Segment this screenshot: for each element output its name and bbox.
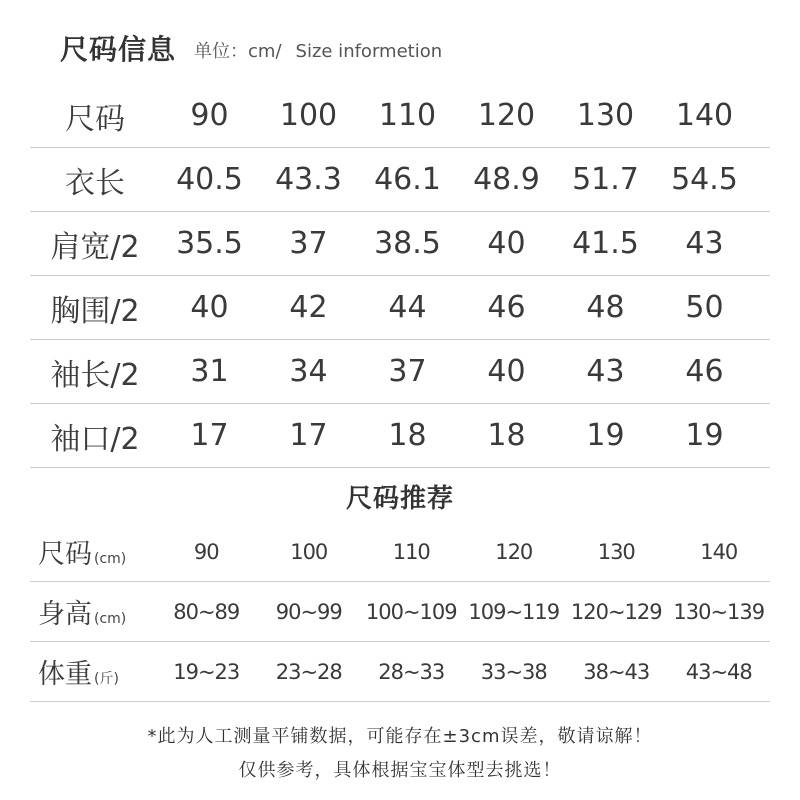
table-row — [30, 522, 770, 582]
table-header-row — [30, 84, 770, 148]
table-cell: 17 — [190, 418, 229, 453]
table-row — [30, 148, 770, 212]
row-label: 尺码 — [65, 101, 125, 137]
row-label-text: 身高 — [38, 599, 92, 630]
table-cell: 37 — [388, 354, 427, 389]
unit-label: (cm) — [94, 551, 127, 567]
table-cell: 38~43 — [583, 659, 650, 684]
table-cell: 31 — [190, 354, 229, 389]
table-cell: 40 — [487, 354, 526, 389]
table-cell: 42 — [289, 290, 328, 325]
row-label: 衣长 — [65, 165, 125, 201]
row-label: 肩宽/2 — [50, 229, 140, 265]
table-cell: 41.5 — [572, 226, 639, 261]
recommendation-table — [30, 522, 770, 702]
reference-note: 仅供参考，具体根据宝宝体型去挑选！ — [238, 760, 562, 781]
table-cell: 38.5 — [374, 226, 441, 261]
table-cell: 100 — [290, 539, 328, 564]
unit-label: 单位：cm/ — [194, 41, 282, 62]
table-cell: 130 — [597, 539, 635, 564]
header-cell: 140 — [675, 98, 734, 133]
row-label-text: 体重 — [38, 659, 92, 690]
header-cell: 110 — [378, 98, 437, 133]
row-label — [30, 592, 155, 631]
table-cell: 46 — [685, 354, 724, 389]
table-cell: 17 — [289, 418, 328, 453]
header-cell: 130 — [576, 98, 635, 133]
row-label: 袖长/2 — [50, 357, 140, 393]
table-cell: 40.5 — [176, 162, 243, 197]
table-cell: 50 — [685, 290, 724, 325]
table-cell: 40 — [487, 226, 526, 261]
table-row — [30, 276, 770, 340]
row-label: 袖口/2 — [50, 421, 140, 457]
header-cell: 120 — [477, 98, 536, 133]
size-info-header — [60, 22, 442, 72]
table-cell: 43~48 — [685, 659, 752, 684]
page-title: 尺码信息 — [60, 33, 177, 66]
unit-label: (cm) — [94, 611, 127, 627]
table-cell: 33~38 — [480, 659, 547, 684]
table-cell: 109~119 — [468, 599, 560, 624]
table-cell: 90 — [193, 539, 219, 564]
table-cell: 19 — [586, 418, 625, 453]
table-cell: 28~33 — [378, 659, 445, 684]
table-row — [30, 212, 770, 276]
table-cell: 46.1 — [374, 162, 441, 197]
table-cell: 100~109 — [365, 599, 457, 624]
table-cell: 35.5 — [176, 226, 243, 261]
table-cell: 120~129 — [570, 599, 662, 624]
table-cell: 34 — [289, 354, 328, 389]
table-cell: 18 — [487, 418, 526, 453]
size-info-table — [30, 84, 770, 468]
table-row — [30, 340, 770, 404]
header-cell: 100 — [279, 98, 338, 133]
table-cell: 130~139 — [673, 599, 765, 624]
table-row — [30, 642, 770, 702]
table-cell: 110 — [392, 539, 430, 564]
table-cell: 90~99 — [275, 599, 342, 624]
table-cell: 48.9 — [473, 162, 540, 197]
table-cell: 18 — [388, 418, 427, 453]
table-cell: 44 — [388, 290, 427, 325]
table-cell: 140 — [700, 539, 738, 564]
subtitle-label: Size informetion — [295, 41, 443, 62]
row-label — [30, 532, 155, 571]
table-cell: 23~28 — [275, 659, 342, 684]
disclaimer-note: *此为人工测量平铺数据，可能存在±3cm误差，敬请谅解！ — [147, 726, 653, 747]
table-cell: 43.3 — [275, 162, 342, 197]
table-cell: 51.7 — [572, 162, 639, 197]
table-cell: 46 — [487, 290, 526, 325]
table-cell: 19~23 — [173, 659, 240, 684]
recommendation-title: 尺码推荐 — [345, 484, 454, 514]
header-cell: 90 — [190, 98, 229, 133]
table-cell: 43 — [586, 354, 625, 389]
table-row — [30, 404, 770, 468]
table-row — [30, 582, 770, 642]
table-cell: 54.5 — [671, 162, 738, 197]
table-cell: 37 — [289, 226, 328, 261]
table-cell: 120 — [495, 539, 533, 564]
unit-label: (斤) — [94, 671, 119, 687]
table-cell: 19 — [685, 418, 724, 453]
row-label — [30, 652, 155, 691]
table-cell: 48 — [586, 290, 625, 325]
table-cell: 40 — [190, 290, 229, 325]
row-label-text: 尺码 — [38, 539, 92, 570]
table-cell: 43 — [685, 226, 724, 261]
table-cell: 80~89 — [173, 599, 240, 624]
row-label: 胸围/2 — [50, 293, 140, 329]
